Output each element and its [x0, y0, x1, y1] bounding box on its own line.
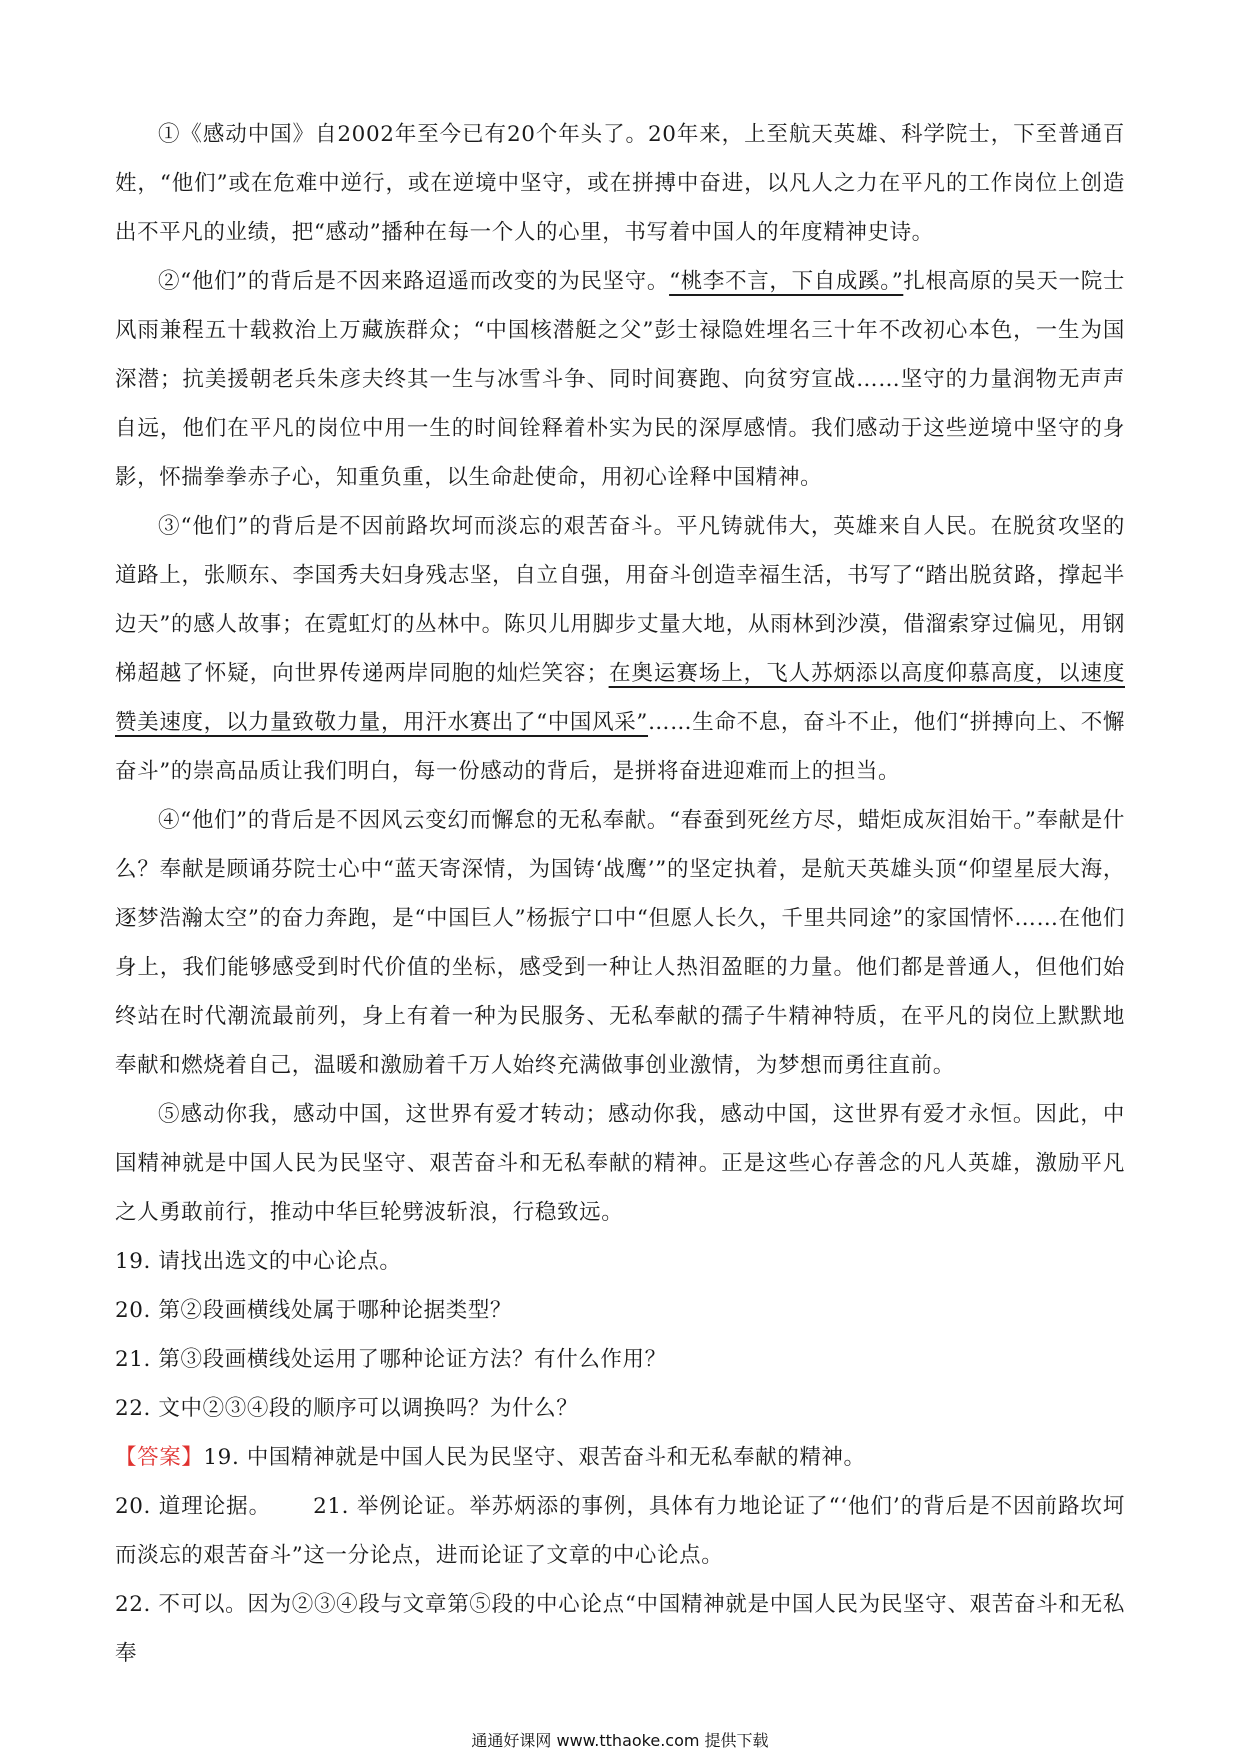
question-21: 21. 第③段画横线处运用了哪种论证方法？有什么作用？ [115, 1347, 667, 1372]
paragraph-1: ①《感动中国》自2002年至今已有20个年头了。20年来，上至航天英雄、科学院士，下至普通百姓，“他们”或在危难中逆行，或在逆境中坚守，或在拼搏中奋进，以凡人之力在平凡的工作岗位上创造出不平凡的业绩，把“感动”播种在每一个人的心里，书写着中国人的年度精神史诗。 [115, 122, 1125, 245]
paragraph-3-underlined-example: 在奥运赛场上，飞人苏炳添以高度仰慕高度，以速度赞美速度，以力量致敬力量，用汗水赛出了“中国风采” [115, 661, 1125, 735]
paragraph-3-text-b: ……生命不息，奋斗不止，他们“拼搏向上、不懈奋斗”的崇高品质让我们明白，每一份感动的背后，是拼将奋进迎难而上的担当。 [115, 710, 1125, 784]
answer-20-text: 20. 道理论据。 [115, 1494, 272, 1519]
paragraph-2-text-a: ②“他们”的背后是不因来路迢遥而改变的为民坚守。 [158, 269, 670, 294]
paragraph-3-text-a: ③“他们”的背后是不因前路坎坷而淡忘的艰苦奋斗。平凡铸就伟大，英雄来自人民。在脱贫攻坚的道路上，张顺东、李国秀夫妇身残志坚，自立自强，用奋斗创造幸福生活，书写了“踏出脱贫路，撑起半边天”的感人故事；在霓虹灯的丛林中。陈贝儿用脚步丈量大地，从雨林到沙漠，借溜索穿过偏见，用钢梯超越了怀疑，向世界传递两岸同胞的灿烂笑容； [115, 514, 1125, 686]
paragraph-4: ④“他们”的背后是不因风云变幻而懈怠的无私奉献。“春蚕到死丝方尽，蜡炬成灰泪始干。”奉献是什么？奉献是顾诵芬院士心中“蓝天寄深情，为国铸‘战鹰’”的坚定执着，是航天英雄头顶“仰望星辰大海，逐梦浩瀚太空”的奋力奔跑，是“中国巨人”杨振宁口中“但愿人长久，千里共同途”的家国情怀……在他们身上，我们能够感受到时代价值的坐标，感受到一种让人热泪盈眶的力量。他们都是普通人，但他们始终站在时代潮流最前列，身上有着一种为民服务、无私奉献的孺子牛精神特质，在平凡的岗位上默默地奉献和燃烧着自己，温暖和激励着千万人始终充满做事创业激情，为梦想而勇往直前。 [115, 808, 1125, 1078]
answer-21-text: 21. 举例论证。举苏炳添的事例，具体有力地论证了“‘他们’的背后是不因前路坎坷而淡忘的艰苦奋斗”这一分论点，进而论证了文章的中心论点。 [115, 1494, 1125, 1568]
paragraph-2-underlined-quote: “桃李不言，下自成蹊。” [669, 269, 904, 294]
document-body [115, 110, 1125, 1678]
answer-19-text: 19. 中国精神就是中国人民为民坚守、艰苦奋斗和无私奉献的精神。 [203, 1445, 866, 1470]
question-19: 19. 请找出选文的中心论点。 [115, 1249, 402, 1274]
answer-20-21 [115, 1482, 1125, 1580]
footer-watermark: 通通好课网 www.tthaoke.com 提供下载 [471, 1731, 769, 1750]
paragraph-2-text-b: 扎根高原的吴天一院士风雨兼程五十载救治上万藏族群众；“中国核潜艇之父”彭士禄隐姓埋名三十年不改初心本色，一生为国深潜；抗美援朝老兵朱彦夫终其一生与冰雪斗争、同时间赛跑、向贫穷宣战……坚守的力量润物无声声自远，他们在平凡的岗位中用一生的时间铨释着朴实为民的深厚感情。我们感动于这些逆境中坚守的身影，怀揣拳拳赤子心，知重负重，以生命赴使命，用初心诠释中国精神。 [115, 269, 1125, 490]
answer-22: 22. 不可以。因为②③④段与文章第⑤段的中心论点“中国精神就是中国人民为民坚守、艰苦奋斗和无私奉 [115, 1592, 1125, 1666]
question-22: 22. 文中②③④段的顺序可以调换吗？为什么？ [115, 1396, 579, 1421]
answer-19 [115, 1433, 1125, 1482]
paragraph-2 [115, 257, 1125, 502]
question-20: 20. 第②段画横线处属于哪种论据类型？ [115, 1298, 513, 1323]
paragraph-5: ⑤感动你我，感动中国，这世界有爱才转动；感动你我，感动中国，这世界有爱才永恒。因此，中国精神就是中国人民为民坚守、艰苦奋斗和无私奉献的精神。正是这些心存善念的凡人英雄，激励平凡之人勇敢前行，推动中华巨轮劈波斩浪，行稳致远。 [115, 1102, 1125, 1225]
answer-tag: 【答案】 [115, 1445, 204, 1470]
paragraph-3 [115, 502, 1125, 796]
